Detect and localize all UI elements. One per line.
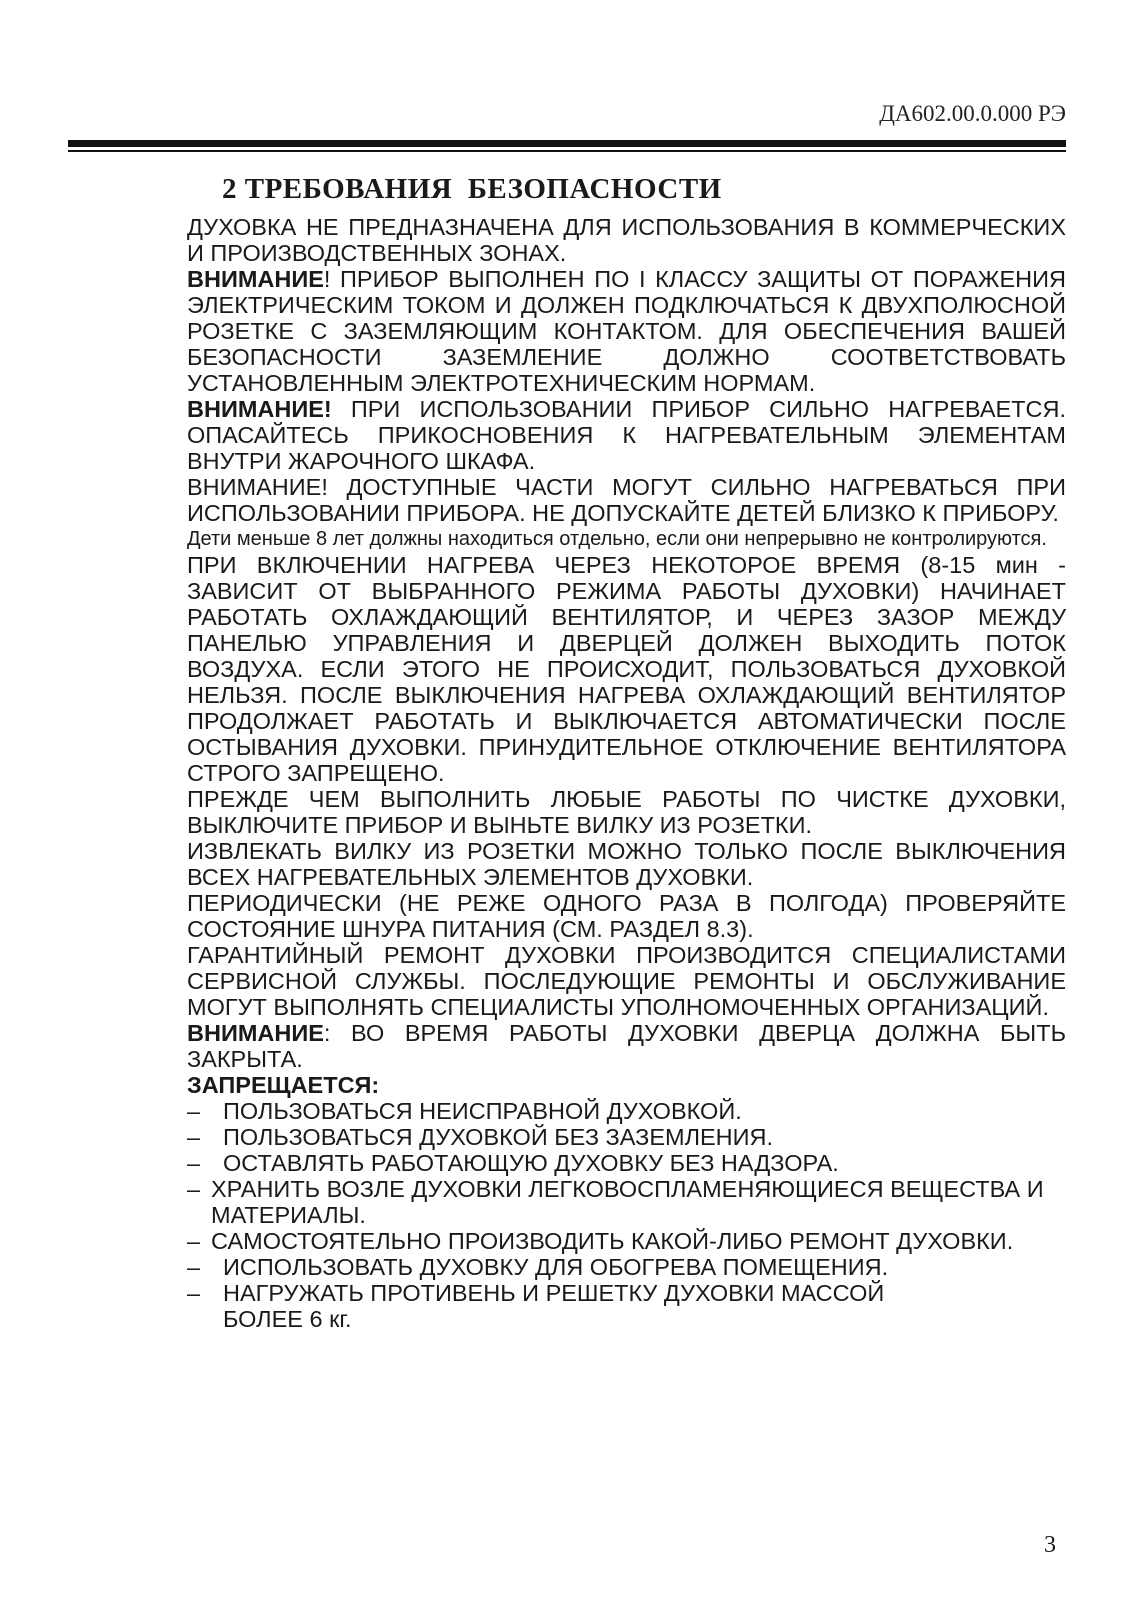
list-item: – ИСПОЛЬЗОВАТЬ ДУХОВКУ ДЛЯ ОБОГРЕВА ПОМЕЩЕНИЯ. — [187, 1254, 889, 1280]
list-item: – НАГРУЖАТЬ ПРОТИВЕНЬ И РЕШЕТКУ ДУХОВКИ МАССОЙ БОЛЕЕ 6 кг. — [187, 1280, 885, 1332]
header-rule-thick — [68, 140, 1066, 147]
prohibited-heading: ЗАПРЕЩАЕТСЯ: — [187, 1072, 380, 1098]
list-item: – ХРАНИТЬ ВОЗЛЕ ДУХОВКИ ЛЕГКОВОСПЛАМЕНЯЮЩИЕСЯ ВЕЩЕСТВА И МАТЕРИАЛЫ. — [187, 1176, 1044, 1228]
prohibited-list — [187, 1098, 1066, 1332]
header-rule-thin — [68, 150, 1066, 152]
paragraph: ГАРАНТИЙНЫЙ РЕМОНТ ДУХОВКИ ПРОИЗВОДИТСЯ СПЕЦИАЛИСТАМИ СЕРВИСНОЙ СЛУЖБЫ. ПОСЛЕДУЮЩИЕ РЕМОНТЫ И ОБСЛУЖИВАНИЕ МОГУТ ВЫПОЛНЯТЬ СПЕЦИАЛИСТЫ УПОЛНОМОЧЕННЫХ ОРГАНИЗАЦИЙ. — [187, 942, 1066, 1020]
document-code: ДА602.00.0.000 РЭ — [879, 101, 1066, 126]
list-item: – САМОСТОЯТЕЛЬНО ПРОИЗВОДИТЬ КАКОЙ-ЛИБО РЕМОНТ ДУХОВКИ. — [187, 1228, 1014, 1254]
paragraph: Дети меньше 8 лет должны находиться отдельно, если они непрерывно не контролируются. — [187, 528, 1047, 550]
list-item: – ОСТАВЛЯТЬ РАБОТАЮЩУЮ ДУХОВКУ БЕЗ НАДЗОРА. — [187, 1150, 839, 1176]
paragraph: ПРЕЖДЕ ЧЕМ ВЫПОЛНИТЬ ЛЮБЫЕ РАБОТЫ ПО ЧИСТКЕ ДУХОВКИ, ВЫКЛЮЧИТЕ ПРИБОР И ВЫНЬТЕ ВИЛКУ ИЗ РОЗЕТКИ. — [187, 786, 1066, 838]
paragraph: ВНИМАНИЕ! ПРИБОР ВЫПОЛНЕН ПО I КЛАССУ ЗАЩИТЫ ОТ ПОРАЖЕНИЯ ЭЛЕКТРИЧЕСКИМ ТОКОМ И ДОЛЖЕН ПОДКЛЮЧАТЬСЯ К ДВУХПОЛЮСНОЙ РОЗЕТКЕ С ЗАЗЕМЛЯЮЩИМ КОНТАКТОМ. ДЛЯ ОБЕСПЕЧЕНИЯ ВАШЕЙ БЕЗОПАСНОСТИ ЗАЗЕМЛЕНИЕ ДОЛЖНО СООТВЕТСТВОВАТЬ УСТАНОВЛЕННЫМ ЭЛЕКТРОТЕХНИЧЕСКИМ НОРМАМ. — [187, 266, 1066, 396]
paragraph: ВНИМАНИЕ: ВО ВРЕМЯ РАБОТЫ ДУХОВКИ ДВЕРЦА ДОЛЖНА БЫТЬ ЗАКРЫТА. — [187, 1020, 1066, 1072]
section-title: 2 ТРЕБОВАНИЯ БЕЗОПАСНОСТИ — [222, 173, 722, 205]
list-item: – ПОЛЬЗОВАТЬСЯ ДУХОВКОЙ БЕЗ ЗАЗЕМЛЕНИЯ. — [187, 1124, 774, 1150]
list-item: – ПОЛЬЗОВАТЬСЯ НЕИСПРАВНОЙ ДУХОВКОЙ. — [187, 1098, 742, 1124]
paragraph: ВНИМАНИЕ! ДОСТУПНЫЕ ЧАСТИ МОГУТ СИЛЬНО НАГРЕВАТЬСЯ ПРИ ИСПОЛЬЗОВАНИИ ПРИБОРА. НЕ ДОПУСКАЙТЕ ДЕТЕЙ БЛИЗКО К ПРИБОРУ. — [187, 474, 1066, 526]
safety-content — [187, 214, 1066, 1332]
paragraph: ДУХОВКА НЕ ПРЕДНАЗНАЧЕНА ДЛЯ ИСПОЛЬЗОВАНИЯ В КОММЕРЧЕСКИХ И ПРОИЗВОДСТВЕННЫХ ЗОНАХ. — [187, 214, 1066, 266]
paragraph: ВНИМАНИЕ! ПРИ ИСПОЛЬЗОВАНИИ ПРИБОР СИЛЬНО НАГРЕВАЕТСЯ. ОПАСАЙТЕСЬ ПРИКОСНОВЕНИЯ К НАГРЕВАТЕЛЬНЫМ ЭЛЕМЕНТАМ ВНУТРИ ЖАРОЧНОГО ШКАФА. — [187, 396, 1066, 474]
paragraph: ИЗВЛЕКАТЬ ВИЛКУ ИЗ РОЗЕТКИ МОЖНО ТОЛЬКО ПОСЛЕ ВЫКЛЮЧЕНИЯ ВСЕХ НАГРЕВАТЕЛЬНЫХ ЭЛЕМЕНТОВ ДУХОВКИ. — [187, 838, 1066, 890]
paragraph: ПРИ ВКЛЮЧЕНИИ НАГРЕВА ЧЕРЕЗ НЕКОТОРОЕ ВРЕМЯ (8-15 мин - ЗАВИСИТ ОТ ВЫБРАННОГО РЕЖИМА РАБОТЫ ДУХОВКИ) НАЧИНАЕТ РАБОТАТЬ ОХЛАЖДАЮЩИЙ ВЕНТИЛЯТОР, И ЧЕРЕЗ ЗАЗОР МЕЖДУ ПАНЕЛЬЮ УПРАВЛЕНИЯ И ДВЕРЦЕЙ ДОЛЖЕН ВЫХОДИТЬ ПОТОК ВОЗДУХА. ЕСЛИ ЭТОГО НЕ ПРОИСХОДИТ, ПОЛЬЗОВАТЬСЯ ДУХОВКОЙ НЕЛЬЗЯ. ПОСЛЕ ВЫКЛЮЧЕНИЯ НАГРЕВА ОХЛАЖДАЮЩИЙ ВЕНТИЛЯТОР ПРОДОЛЖАЕТ РАБОТАТЬ И ВЫКЛЮЧАЕТСЯ АВТОМАТИЧЕСКИ ПОСЛЕ ОСТЫВАНИЯ ДУХОВКИ. ПРИНУДИТЕЛЬНОЕ ОТКЛЮЧЕНИЕ ВЕНТИЛЯТОРА СТРОГО ЗАПРЕЩЕНО. — [187, 552, 1066, 786]
page-number: 3 — [1044, 1532, 1056, 1558]
paragraph: ПЕРИОДИЧЕСКИ (НЕ РЕЖЕ ОДНОГО РАЗА В ПОЛГОДА) ПРОВЕРЯЙТЕ СОСТОЯНИЕ ШНУРА ПИТАНИЯ (СМ. РАЗДЕЛ 8.3). — [187, 890, 1066, 942]
